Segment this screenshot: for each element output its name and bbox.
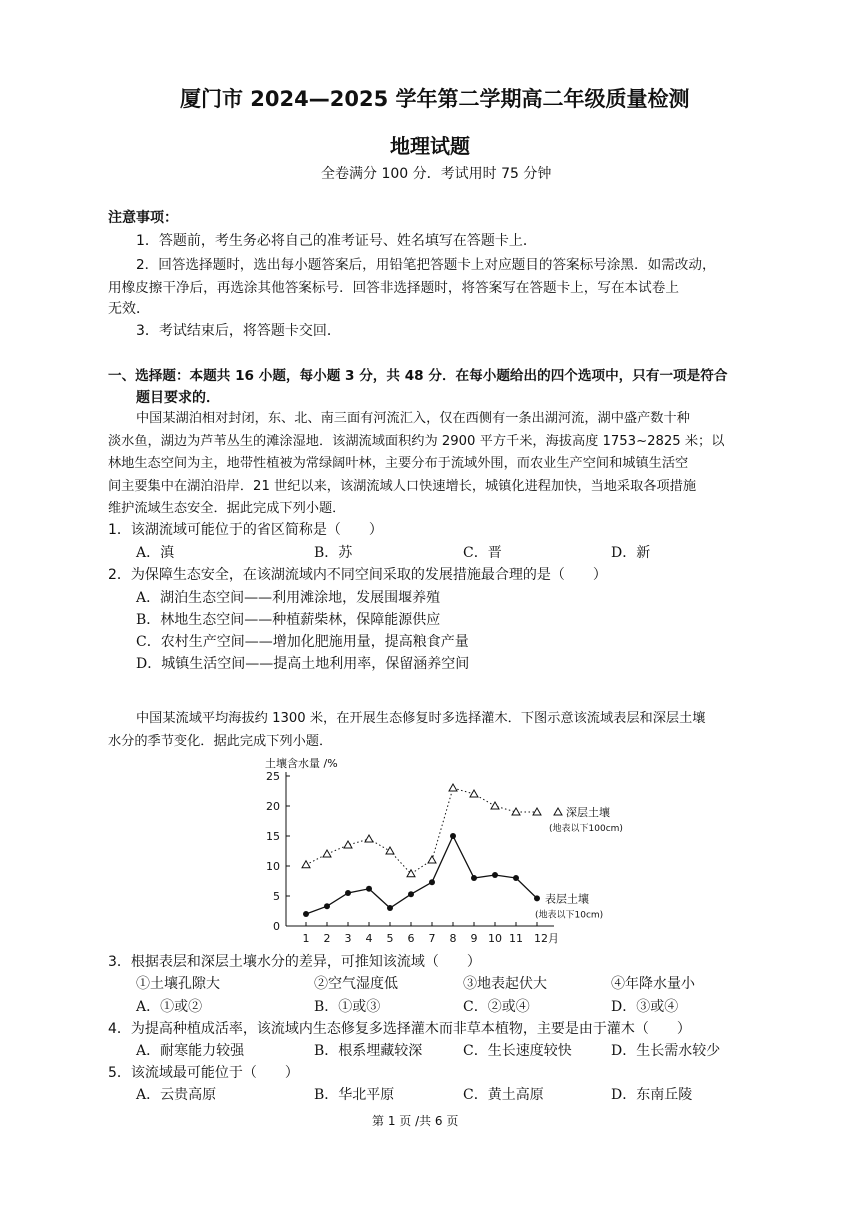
surface-soil-point: [471, 875, 477, 881]
deep-soil-point: [428, 856, 436, 863]
q4-option-c[interactable]: C．生长速度较快: [463, 1043, 572, 1059]
q5-option-d[interactable]: D．东南丘陵: [611, 1087, 693, 1103]
surface-soil-point: [513, 875, 519, 881]
surface-soil-legend-label: 表层土壤: [545, 892, 589, 906]
y-tick-label: 15: [266, 830, 280, 843]
q3-statement-1: ①土壤孔隙大: [136, 976, 220, 992]
q2-option-c[interactable]: C．农村生产空间——增加化肥施用量，提高粮食产量: [136, 634, 469, 650]
q2-option-a[interactable]: A．湖泊生态空间——利用滩涂地，发展围堰养殖: [136, 590, 441, 606]
surface-soil-point: [345, 890, 351, 896]
question-4-stem: 4．为提高种植成活率，该流域内生态修复多选择灌木而非草本植物，主要是由于灌木（ ）: [108, 1021, 691, 1037]
notice-item-1: 1．答题前，考生务必将自己的准考证号、姓名填写在答题卡上．: [136, 233, 537, 249]
q5-option-c[interactable]: C．黄土高原: [463, 1087, 544, 1103]
material-2-line: 中国某流域平均海拔约 1300 米，在开展生态修复时多选择灌木．下图示意该流域表层和深层土壤: [136, 711, 706, 726]
material-1-line: 维护流域生态安全．据此完成下列小题．: [108, 501, 346, 516]
series-line-surface: [306, 836, 537, 914]
deep-soil-point: [386, 847, 394, 854]
q3-statement-4: ④年降水量小: [611, 976, 695, 992]
deep-soil-legend-label: 深层土壤: [566, 806, 610, 819]
x-tick-label: 11: [509, 932, 523, 945]
soil-moisture-chart: [0, 752, 867, 952]
q5-option-a[interactable]: A．云贵高原: [136, 1087, 217, 1103]
x-tick-label: 8: [449, 932, 457, 945]
surface-soil-legend-note: (地表以下10cm): [535, 910, 604, 921]
notice-item-2: 2．回答选择题时，选出每小题答案后，用铅笔把答题卡上对应题目的答案标号涂黑．如需改动，: [136, 257, 716, 273]
y-tick-label: 10: [266, 860, 280, 873]
section-heading: 一、选择题：本题共 16 小题，每小题 3 分，共 48 分．在每小题给出的四个选项中，只有一项是符合: [108, 368, 728, 384]
subject-title: 地理试题: [390, 134, 470, 158]
surface-soil-point: [366, 886, 372, 892]
deep-soil-legend-note: (地表以下100cm): [549, 824, 623, 834]
q4-option-d[interactable]: D．生长需水较少: [611, 1043, 721, 1059]
surface-soil-point: [387, 905, 393, 911]
deep-soil-point: [491, 802, 499, 809]
x-tick-label: 5: [386, 932, 394, 945]
material-1-line: 淡水鱼，湖边为芦苇丛生的滩涂湿地．该湖流域面积约为 2900 平方千米，海拔高度 1753~2825 米；以: [108, 433, 725, 449]
surface-soil-point: [450, 833, 456, 839]
surface-soil-point: [429, 879, 435, 885]
deep-soil-point: [302, 861, 310, 868]
q1-option-a[interactable]: A．滇: [136, 545, 175, 561]
material-1: [108, 408, 724, 521]
x-tick-label: 3: [344, 932, 352, 945]
q3-option-d[interactable]: D．③或④: [611, 999, 679, 1015]
q3-option-a[interactable]: A．①或②: [136, 999, 203, 1015]
deep-soil-point: [470, 790, 478, 797]
q3-option-c[interactable]: C．②或④: [463, 999, 530, 1015]
material-2: [108, 707, 705, 753]
notice-item-2-cont: 用橡皮擦干净后，再选涂其他答案标号．回答非选择题时，将答案写在答题卡上，写在本试卷上: [108, 280, 679, 296]
surface-soil-point: [534, 895, 540, 901]
section-heading-cont: 题目要求的．: [136, 390, 220, 406]
deep-soil-point: [449, 784, 457, 791]
question-2-stem: 2．为保障生态安全，在该湖流域内不同空间采取的发展措施最合理的是（ ）: [108, 567, 607, 583]
material-2-line: 水分的季节变化．据此完成下列小题．: [108, 734, 333, 749]
y-tick-label: 0: [273, 920, 280, 933]
notice-item-2-end: 无效．: [108, 301, 150, 317]
y-tick-label: 20: [266, 800, 280, 813]
q2-option-b[interactable]: B．林地生态空间——种植薪柴林，保障能源供应: [136, 612, 441, 628]
notice-heading: 注意事项：: [108, 210, 178, 226]
y-axis-label: 土壤含水量 /%: [265, 757, 338, 770]
surface-soil-point: [408, 891, 414, 897]
surface-soil-point: [492, 872, 498, 878]
material-1-line: 林地生态空间为主，地带性植被为常绿阔叶林，主要分布于流域外围，而农业生产空间和城镇生活空: [108, 456, 689, 471]
x-tick-label: 4: [365, 932, 373, 945]
q3-option-b[interactable]: B．①或③: [314, 999, 381, 1015]
q3-statement-2: ②空气湿度低: [314, 976, 398, 992]
y-tick-label: 5: [273, 890, 280, 903]
deep-soil-point: [365, 835, 373, 842]
surface-soil-point: [303, 911, 309, 917]
surface-soil-point: [324, 903, 330, 909]
x-tick-label: 1: [302, 932, 310, 945]
q3-statement-3: ③地表起伏大: [463, 976, 547, 992]
q1-option-c[interactable]: C．晋: [463, 545, 502, 561]
deep-soil-point: [407, 870, 415, 877]
q5-option-b[interactable]: B．华北平原: [314, 1087, 395, 1103]
x-tick-label: 9: [470, 932, 478, 945]
x-tick-label: 10: [488, 932, 502, 945]
x-tick-label: 2: [323, 932, 331, 945]
x-tick-label: 12月: [534, 932, 559, 945]
y-tick-label: 25: [266, 770, 280, 783]
page-title: 厦门市 2024—2025 学年第二学期高二年级质量检测: [180, 87, 690, 111]
exam-info: 全卷满分 100 分．考试用时 75 分钟: [321, 166, 552, 182]
q1-option-b[interactable]: B．苏: [314, 545, 353, 561]
series-line-deep: [306, 788, 537, 874]
question-1-stem: 1．该湖流域可能位于的省区简称是（ ）: [108, 522, 383, 538]
q2-option-d[interactable]: D．城镇生活空间——提高土地利用率，保留涵养空间: [136, 656, 470, 672]
question-5-stem: 5．该流域最可能位于（ ）: [108, 1065, 299, 1081]
material-1-line: 中国某湖泊相对封闭，东、北、南三面有河流汇入，仅在西侧有一条出湖河流，湖中盛产数十种: [136, 411, 690, 426]
deep-soil-point: [533, 808, 541, 815]
notice-item-3: 3．考试结束后，将答题卡交回．: [136, 323, 341, 339]
deep-soil-legend-marker: [554, 808, 562, 815]
material-1-line: 间主要集中在湖泊沿岸．21 世纪以来，该湖流域人口快速增长，城镇化进程加快，当地采取各项措施: [108, 478, 697, 494]
q1-option-d[interactable]: D．新: [611, 545, 651, 561]
x-tick-label: 6: [407, 932, 415, 945]
q4-option-a[interactable]: A．耐寒能力较强: [136, 1043, 245, 1059]
x-tick-label: 7: [428, 932, 436, 945]
deep-soil-point: [323, 850, 331, 857]
page-footer: 第 1 页 /共 6 页: [372, 1114, 459, 1128]
q4-option-b[interactable]: B．根系埋藏较深: [314, 1043, 423, 1059]
question-3-stem: 3．根据表层和深层土壤水分的差异，可推知该流域（ ）: [108, 954, 481, 970]
